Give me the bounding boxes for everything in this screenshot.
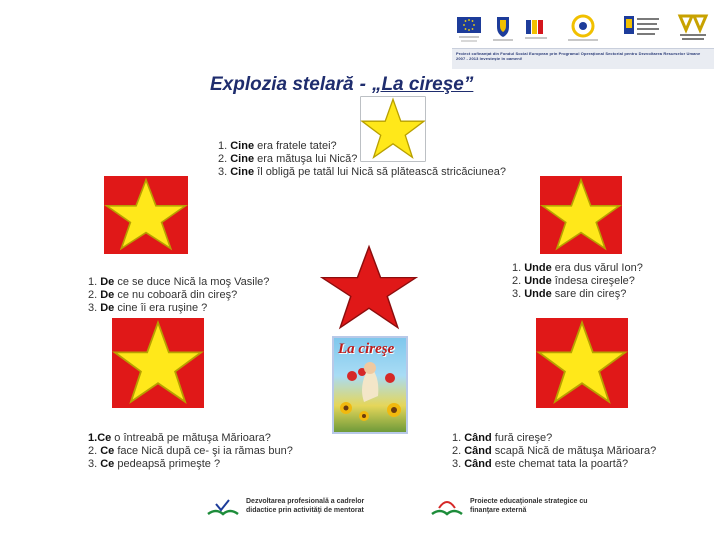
page-title	[210, 74, 473, 96]
header-banner	[452, 48, 714, 69]
question-item: 2. Ce face Nică după ce- şi ia rămas bun?	[88, 445, 293, 457]
romania-government-icon	[490, 12, 516, 46]
question-item: 1. De ce se duce Nică la moş Vasile?	[88, 276, 270, 288]
right-star-icon	[540, 176, 622, 254]
bottom-left-questions	[88, 432, 293, 471]
book-title: La cireşe	[338, 341, 395, 357]
footer-left-text: Dezvoltarea profesională a cadrelor didactice prin activităţi de mentorat	[246, 498, 365, 514]
question-item: 1. Când fură cireşe?	[452, 432, 553, 444]
footer-logo-left	[206, 496, 376, 522]
university-logo-icon	[674, 12, 712, 46]
question-item: 3. Unde sare din cireş?	[512, 288, 627, 300]
question-item: 2. De ce nu coboară din cireş?	[88, 289, 238, 301]
question-item: 2. Cine era mătuşa lui Nică?	[218, 153, 358, 165]
question-item: 1.Ce o întreabă pe mătuşa Mărioara?	[88, 432, 271, 444]
question-item: 2. Când scapă Nică de mătuşa Mărioara?	[452, 445, 657, 457]
question-item: 1. Cine era fratele tatei?	[218, 140, 337, 152]
title-subtitle: „La cireşe”	[371, 74, 474, 95]
bottom-left-star-icon	[112, 318, 204, 408]
open-book-icon	[430, 496, 464, 520]
bottom-right-star-icon	[536, 318, 628, 408]
question-item: 3. Ce pedeapsă primeşte ?	[88, 458, 221, 470]
right-questions	[512, 262, 643, 301]
question-item: 2. Unde îndesa cireşele?	[512, 275, 635, 287]
bottom-right-questions	[452, 432, 656, 471]
center-questions	[218, 140, 506, 179]
banner-text: Proiect cofinanţat din Fondul Social European prin Programul Operaţional Sectorial pentru Dezvoltarea Resurselor Umane 2007 - 2013 Investeşte în oameni!	[456, 51, 701, 61]
center-star-icon	[320, 244, 418, 332]
title-separator: -	[359, 74, 366, 95]
open-book-icon	[206, 496, 240, 520]
fse-icon	[522, 12, 552, 46]
ministry-crest-icon	[622, 12, 662, 46]
question-item: 3. Când este chemat tata la poartă?	[452, 458, 629, 470]
left-star-icon	[104, 176, 188, 254]
left-questions	[88, 276, 269, 315]
footer-right-text: Proiecte educaţionale strategice cu finanţare externă	[470, 498, 588, 514]
eu-flag-icon	[456, 12, 482, 46]
question-item: 3. De cine îi era ruşine ?	[88, 302, 208, 314]
title-prefix: Explozia stelară	[210, 74, 354, 95]
question-item: 1. Unde era dus vărul Ion?	[512, 262, 643, 274]
footer-logo-right	[430, 496, 600, 522]
question-item: 3. Cine îl obligă pe tatăl lui Nică să plătească stricăciunea?	[218, 166, 506, 178]
header-logo-strip	[452, 8, 714, 52]
pos-dru-icon	[562, 12, 604, 46]
book-cover-image	[332, 336, 408, 434]
